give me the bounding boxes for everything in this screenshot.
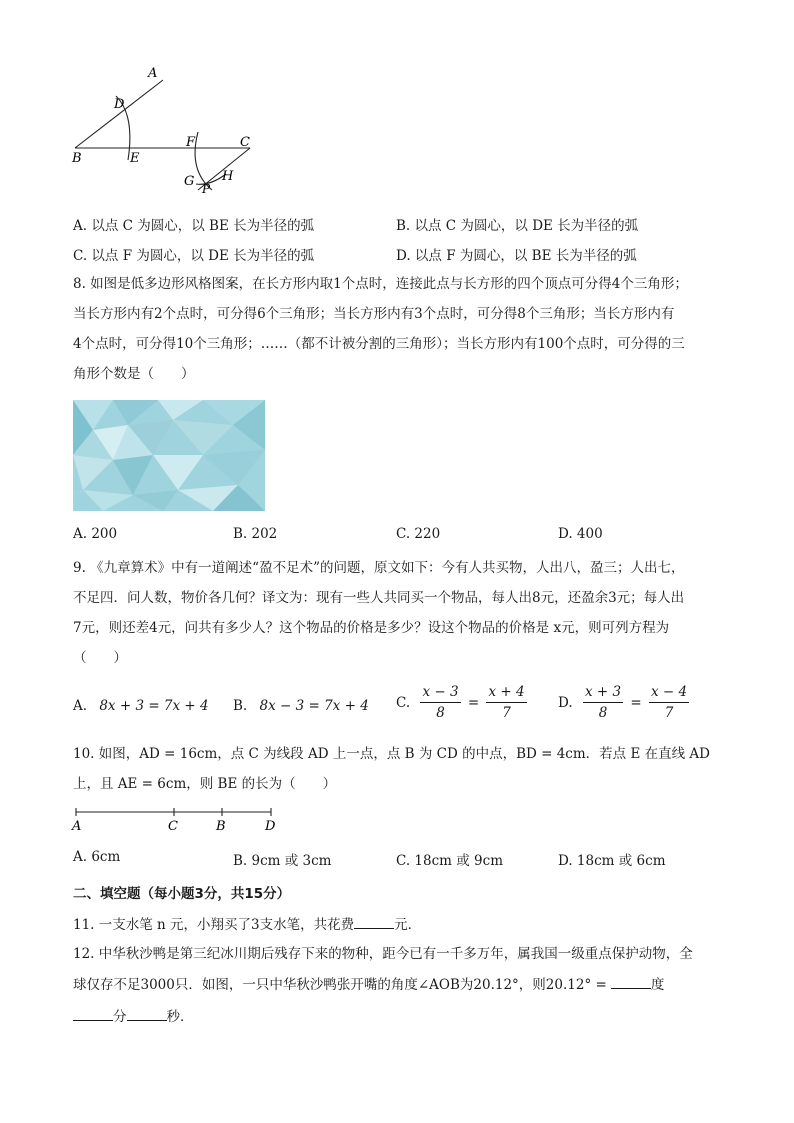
q10-option-b: B. 9cm 或 3cm	[233, 853, 332, 869]
q9-option-d-numerator-right: x − 4	[649, 684, 689, 703]
q12-degree-unit: 度	[650, 977, 665, 993]
label-b: B	[72, 151, 82, 166]
q12-second-blank[interactable]	[127, 1006, 167, 1021]
label-p: P	[202, 182, 211, 196]
label-a: A	[148, 66, 158, 81]
q9-option-c-label: C.	[396, 695, 411, 711]
q9-option-c-numerator-left: x − 3	[420, 684, 460, 703]
q11-text-before: 11. 一支水笔 n 元，小翔买了3支水笔，共花费	[73, 917, 355, 933]
label-e: E	[130, 151, 140, 166]
q9-option-c-fraction-right	[486, 684, 526, 722]
q10-option-d: D. 18cm 或 6cm	[558, 853, 666, 869]
label-g: G	[184, 174, 195, 189]
q8-option-d: D. 400	[558, 526, 603, 542]
label-d: D	[114, 97, 125, 112]
q9-option-c-numerator-right: x + 4	[486, 684, 526, 703]
q7-construction-figure	[60, 60, 290, 200]
q9-option-a-equation: 8x + 3 = 7x + 4	[99, 698, 209, 714]
q7-option-a: A. 以点 C 为圆心，以 BE 长为半径的弧	[73, 218, 315, 234]
q9-option-b-equation: 8x − 3 = 7x + 4	[259, 698, 369, 714]
q7-option-c: C. 以点 F 为圆心，以 DE 长为半径的弧	[73, 248, 315, 264]
q7-option-d: D. 以点 F 为圆心，以 BE 长为半径的弧	[396, 248, 637, 264]
q12-text-before-degree: 球仅存不足3000只．如图，一只中华秋沙鸭张开嘴的角度∠AOB为20.12°，则20.12° =	[73, 977, 607, 993]
q9-option-d-fraction-right	[649, 684, 689, 722]
q9-option-c-equals: =	[467, 695, 480, 711]
q7-option-b: B. 以点 C 为圆心，以 DE 长为半径的弧	[396, 218, 639, 234]
section-2-heading: 二、填空题（每小题3分，共15分）	[73, 886, 291, 902]
q10-option-c: C. 18cm 或 9cm	[396, 853, 504, 869]
q8-line-3: 4个点时，可分得10个三角形；……（都不计被分割的三角形）；当长方形内有100个点时，可分得的三	[73, 336, 685, 352]
q12-degree-blank[interactable]	[611, 974, 651, 989]
q12-line-2	[73, 974, 664, 995]
label-c: C	[240, 135, 250, 150]
q9-option-b-label: B.	[233, 698, 248, 714]
q9-option-d-fraction-left	[583, 684, 623, 722]
q9-option-d-label: D.	[558, 695, 573, 711]
q8-option-a: A. 200	[73, 526, 118, 542]
q8-option-c: C. 220	[396, 526, 441, 542]
q9-option-c-denominator-left: 8	[436, 705, 445, 721]
q8-line-4: 角形个数是（ ）	[73, 366, 195, 382]
q9-option-c-fraction-left	[420, 684, 460, 722]
q9-option-c	[396, 684, 527, 722]
q9-option-c-denominator-right: 7	[502, 705, 511, 721]
q10-segment-figure	[66, 802, 286, 836]
q10-label-d: D	[265, 819, 276, 834]
q9-option-d-denominator-right: 7	[664, 705, 674, 721]
q8-line-2: 当长方形内有2个点时，可分得6个三角形；当长方形内有3个点时，可分得8个三角形；当长方形内有	[73, 306, 675, 322]
q10-option-a: A. 6cm	[73, 849, 121, 865]
q9-line-3: 7元，则还差4元，问共有多少人？这个物品的价格是多少？设这个物品的价格是 x元，则可列方程为	[73, 620, 670, 636]
ray-ba	[75, 80, 163, 148]
q12-minute-blank[interactable]	[73, 1006, 113, 1021]
q9-line-2: 不足四．问人数，物价各几何？译文为：现有一些人共同买一个物品，每人出8元，还盈余3元；每人出	[73, 590, 685, 606]
q10-line-1: 10. 如图，AD = 16cm，点 C 为线段 AD 上一点，点 B 为 CD 的中点，BD = 4cm．若点 E 在直线 AD	[73, 746, 710, 762]
q8-low-poly-image	[73, 400, 265, 511]
q12-second-unit: 秒．	[166, 1009, 194, 1025]
q12-line-1: 12. 中华秋沙鸭是第三纪冰川期后残存下来的物种，距今已有一千多万年，属我国一级重点保护动物，全	[73, 946, 693, 962]
q9-option-d	[558, 684, 689, 722]
label-h: H	[222, 169, 234, 184]
q8-option-b: B. 202	[233, 526, 278, 542]
q11-line	[73, 914, 421, 935]
q9-option-d-denominator-left: 8	[598, 705, 608, 721]
q10-label-a: A	[72, 819, 82, 834]
q10-label-b: B	[216, 819, 226, 834]
q10-label-c: C	[168, 819, 178, 834]
q9-option-d-numerator-left: x + 3	[583, 684, 623, 703]
q11-text-after: 元．	[394, 917, 422, 933]
label-f: F	[186, 135, 196, 150]
q10-line-2: 上，且 AE = 6cm，则 BE 的长为（ ）	[73, 776, 337, 792]
q9-option-a-label: A.	[73, 698, 88, 714]
q9-line-4: （ ）	[73, 650, 127, 666]
q11-answer-blank[interactable]	[354, 914, 394, 929]
q9-line-1: 9. 《九章算术》中有一道阐述“盈不足术”的问题，原文如下：今有人共买物，人出八，盈三；人出七，	[73, 560, 685, 576]
q9-option-a	[73, 698, 209, 714]
q9-option-d-equals: =	[630, 695, 642, 711]
q9-option-b	[233, 698, 369, 714]
q12-minute-unit: 分	[113, 1009, 127, 1025]
q12-line-3	[73, 1006, 194, 1027]
q8-line-1: 8. 如图是低多边形风格图案，在长方形内取1个点时，连接此点与长方形的四个顶点可分得4个三角形；	[73, 276, 688, 292]
